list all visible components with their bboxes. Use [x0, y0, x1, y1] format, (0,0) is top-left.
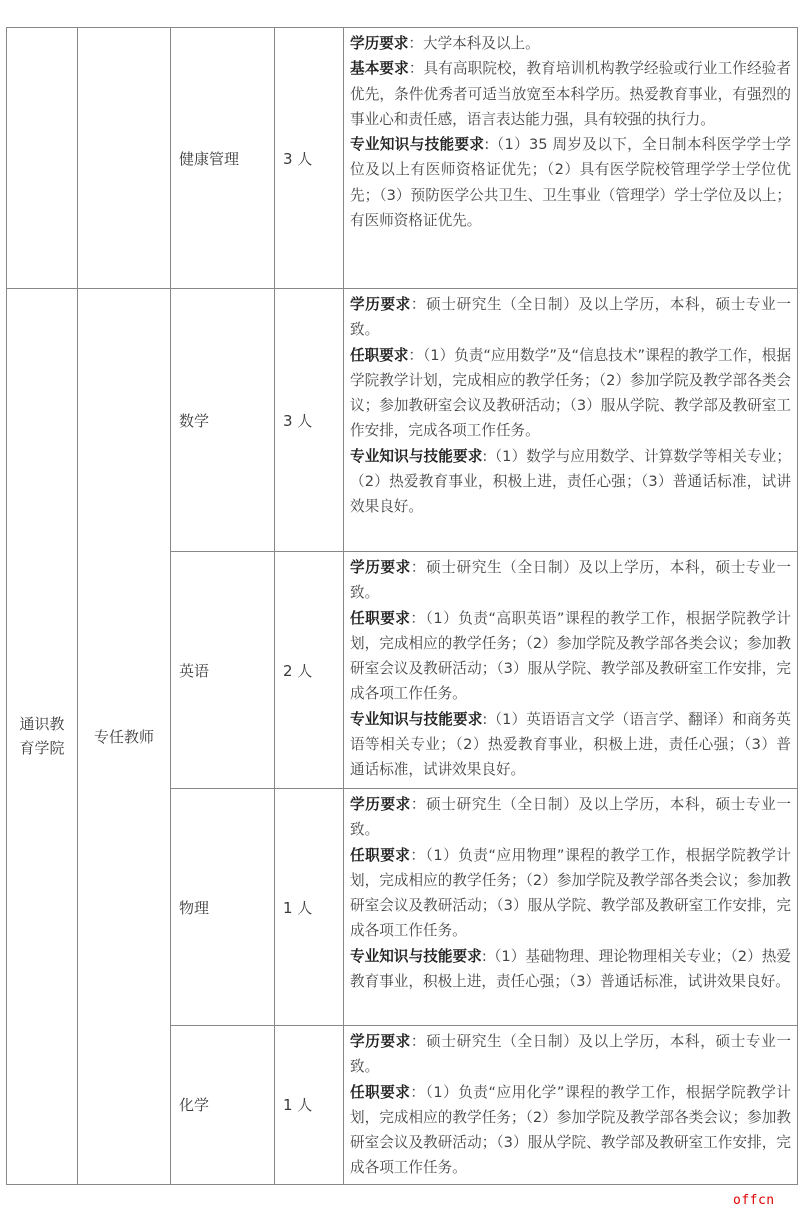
requirement-item: 学历要求：硕士研究生（全日制）及以上学历，本科，硕士专业一致。 — [350, 796, 791, 839]
requirements-cell — [344, 789, 798, 1026]
count-cell: 2 人 — [275, 552, 344, 789]
requirement-item: 学历要求：硕士研究生（全日制）及以上学历，本科，硕士专业一致。 — [350, 1033, 791, 1076]
requirement-item: 专业知识与技能要求:（1）数学与应用数学、计算数学等相关专业；（2）热爱教育事业，积极上进，责任心强；（3）普通话标准，试讲效果良好。 — [350, 447, 791, 516]
count-cell: 1 人 — [275, 789, 344, 1026]
requirement-item: 学历要求：大学本科及以上。 — [350, 35, 540, 52]
requirement-item: 学历要求：硕士研究生（全日制）及以上学历，本科，硕士专业一致。 — [350, 559, 791, 602]
subject-cell: 数学 — [171, 289, 275, 552]
requirements-cell — [344, 1026, 798, 1185]
requirement-item: 任职要求：（1）负责“应用数学”及“信息技术”课程的教学工作，根据学院教学计划，完成相应的教学任务；（2）参加学院及教学部各类会议；参加教研室会议及教研活动；（3）服从学院、教学部及教研室工作安排，完成各项工作任务。 — [350, 346, 791, 440]
requirement-item: 基本要求：具有高职院校，教育培训机构教学经验或行业工作经验者优先，条件优秀者可适当放宽至本科学历。热爱教育事业，有强烈的事业心和责任感，语言表达能力强，具有较强的执行力。 — [350, 60, 791, 128]
requirement-item: 专业知识与技能要求:（1）基础物理、理论物理相关专业；（2）热爱教育事业，积极上进，责任心强；（3）普通话标准，试讲效果良好。 — [350, 947, 791, 991]
requirements-cell — [344, 28, 798, 289]
table-row — [7, 28, 798, 289]
requirement-item: 任职要求：（1）负责“高职英语”课程的教学工作，根据学院教学计划，完成相应的教学任务；（2）参加学院及教学部各类会议；参加教研室会议及教研活动；（3）服从学院、教学部及教研室工作安排，完成各项工作任务。 — [350, 609, 791, 703]
department-cell: 通识教育学院 — [7, 289, 78, 1185]
count-cell: 1 人 — [275, 1026, 344, 1185]
requirements-cell — [344, 552, 798, 789]
requirement-item: 专业知识与技能要求:（1）35 周岁及以下，全日制本科医学学士学位及以上有医师资格证优先；（2）具有医学院校管理学学士学位优先；（3）预防医学公共卫生、卫生事业（管理学）学士学位及以上；有医师资格证优先。 — [350, 136, 791, 230]
department-cell — [7, 28, 78, 289]
requirement-item: 任职要求：（1）负责“应用化学”课程的教学工作，根据学院教学计划，完成相应的教学任务；（2）参加学院及教学部各类会议；参加教研室会议及教研活动；（3）服从学院、教学部及教研室工作安排，完成各项工作任务。 — [350, 1083, 791, 1177]
subject-cell: 健康管理 — [171, 28, 275, 289]
subject-cell: 化学 — [171, 1026, 275, 1185]
recruitment-table — [6, 27, 798, 1185]
requirements-cell — [344, 289, 798, 552]
requirement-item: 专业知识与技能要求:（1）英语语言文学（语言学、翻译）和商务英语等相关专业；（2）热爱教育事业，积极上进，责任心强；（3）普通话标准，试讲效果良好。 — [350, 710, 791, 779]
requirement-item: 学历要求：硕士研究生（全日制）及以上学历，本科，硕士专业一致。 — [350, 296, 791, 339]
position-cell: 专任教师 — [78, 289, 171, 1185]
subject-cell: 物理 — [171, 789, 275, 1026]
requirement-item: 任职要求：（1）负责“应用物理”课程的教学工作，根据学院教学计划，完成相应的教学任务；（2）参加学院及教学部各类会议；参加教研室会议及教研活动；（3）服从学院、教学部及教研室工作安排，完成各项工作任务。 — [350, 846, 791, 940]
count-cell: 3 人 — [275, 289, 344, 552]
watermark-logo: offcn — [733, 1193, 775, 1208]
subject-cell: 英语 — [171, 552, 275, 789]
count-cell: 3 人 — [275, 28, 344, 289]
position-cell — [78, 28, 171, 289]
table-row — [7, 289, 798, 552]
